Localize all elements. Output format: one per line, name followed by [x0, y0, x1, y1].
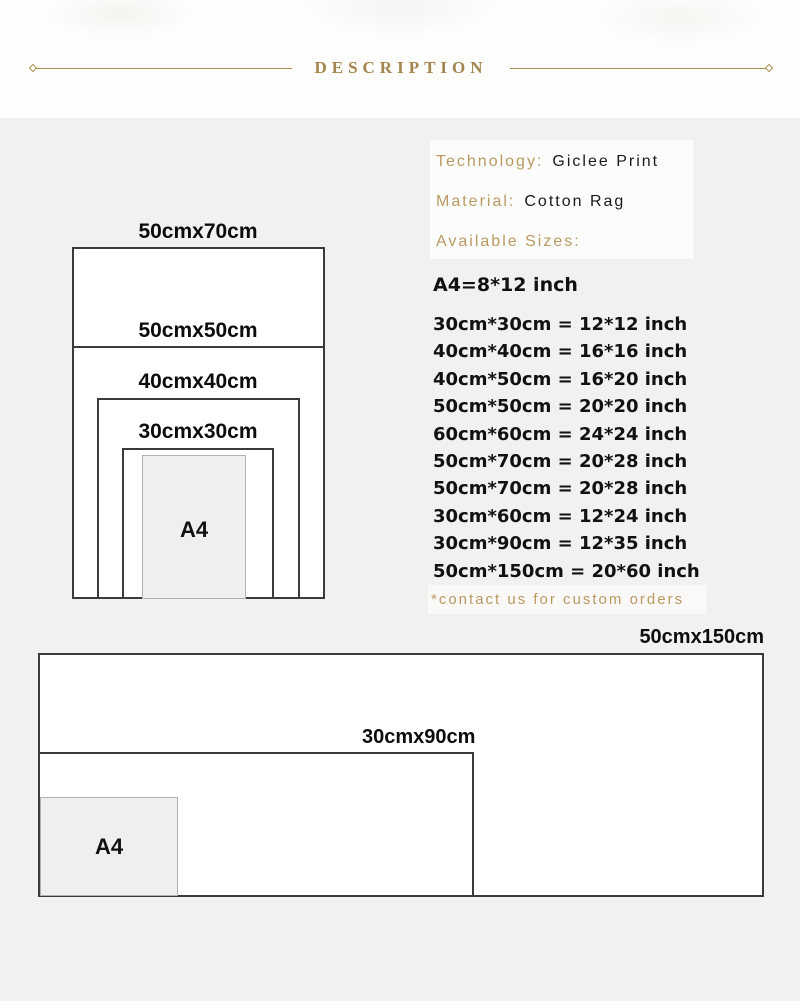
label-30x90: 30cmx90cm	[362, 726, 476, 748]
size-list-item: 30cm*60cm = 12*24 inch	[433, 505, 688, 527]
a4-conversion-note: A4=8*12 inch	[433, 274, 578, 296]
technology-value: Giclee Print	[552, 153, 660, 170]
label-50x150: 50cmx150cm	[639, 626, 764, 648]
label-50x70: 50cmx70cm	[138, 220, 258, 243]
page-title: DESCRIPTION	[314, 58, 488, 77]
header-divider	[30, 58, 772, 78]
diamond-end-icon	[29, 64, 37, 72]
material-value: Cotton Rag	[524, 193, 626, 210]
size-conversion-list	[433, 311, 700, 585]
size-list-item: 50cm*50cm = 20*20 inch	[433, 396, 688, 418]
size-list-item: 50cm*70cm = 20*28 inch	[433, 451, 688, 473]
label-a4-portrait: A4	[179, 517, 209, 542]
label-30x30: 30cmx30cm	[138, 420, 258, 443]
specs-box	[430, 140, 693, 259]
available-sizes-label: Available Sizes:	[436, 233, 581, 250]
size-list-item: 40cm*40cm = 16*16 inch	[433, 341, 688, 363]
spec-row-technology	[436, 142, 693, 182]
spec-row-material	[436, 182, 693, 222]
size-list-item: 30cm*30cm = 12*12 inch	[433, 314, 688, 335]
spec-row-available-sizes	[436, 222, 693, 262]
contact-note-band	[428, 585, 706, 614]
gold-rule-right	[510, 68, 766, 69]
contact-note: *contact us for custom orders	[431, 591, 685, 608]
gold-rule-left	[36, 68, 292, 69]
diamond-end-icon	[765, 64, 773, 72]
label-50x50: 50cmx50cm	[138, 319, 258, 342]
size-list-item: 50cm*70cm = 20*28 inch	[433, 478, 688, 500]
technology-label: Technology:	[436, 153, 544, 170]
size-list-item: 50cm*150cm = 20*60 inch	[433, 560, 700, 582]
size-list-item: 60cm*60cm = 24*24 inch	[433, 423, 688, 445]
material-label: Material:	[436, 193, 516, 210]
size-list-item: 40cm*50cm = 16*20 inch	[433, 368, 688, 390]
size-list-item: 30cm*90cm = 12*35 inch	[433, 533, 688, 555]
footer-strip	[0, 1001, 800, 1007]
description-header-band	[0, 0, 800, 118]
label-a4-landscape: A4	[94, 834, 124, 859]
label-40x40: 40cmx40cm	[138, 370, 258, 393]
size-line-50x50	[72, 346, 325, 348]
